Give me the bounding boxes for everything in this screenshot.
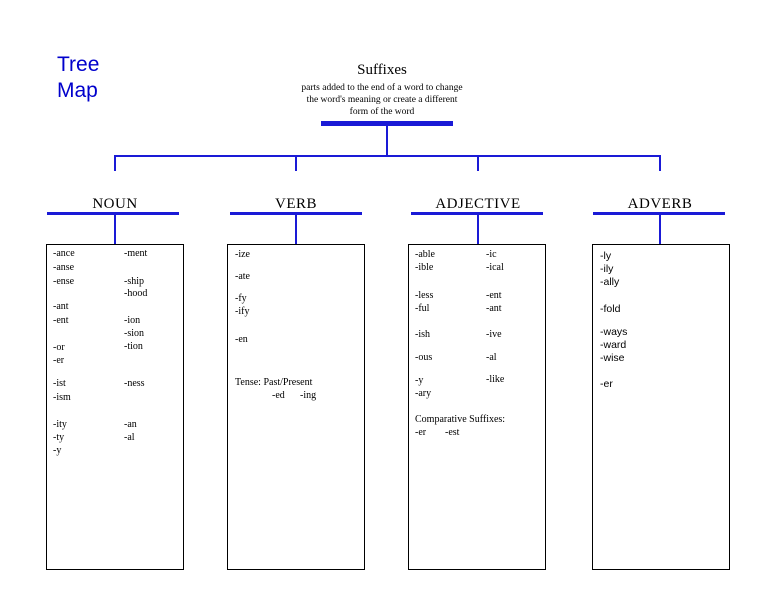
noun-suffix: -sion	[124, 328, 144, 339]
verb-suffix: -fy	[235, 293, 247, 304]
adverb-suffix: -ward	[600, 339, 627, 351]
adjective-suffix: -ic	[486, 249, 497, 260]
adjective-suffix: -est	[445, 427, 460, 438]
root-node-label: Suffixes	[357, 62, 407, 78]
root-node-description	[280, 82, 484, 118]
adjective-drop-line	[477, 155, 479, 171]
noun-label: NOUN	[92, 196, 138, 212]
noun-suffix: -ant	[53, 301, 69, 312]
adverb-label: ADVERB	[627, 196, 693, 212]
noun-suffix: -y	[53, 445, 62, 456]
verb-suffix: -ing	[300, 390, 317, 401]
adverb-drop-line	[659, 155, 661, 171]
noun-suffix: -ist	[53, 378, 66, 389]
verb-suffix: -ate	[235, 271, 250, 282]
noun-suffix: -ion	[124, 315, 141, 326]
verb-drop-line	[295, 155, 297, 171]
verb-suffix: -en	[235, 334, 248, 345]
adverb-box	[592, 244, 730, 570]
noun-suffix: -an	[124, 419, 137, 430]
adverb-suffix: -ally	[600, 276, 620, 288]
noun-suffix: -ism	[53, 392, 71, 403]
adjective-suffix: -ible	[415, 262, 434, 273]
noun-drop-line	[114, 155, 116, 171]
adjective-suffix: -ful	[415, 303, 430, 314]
noun-suffix: -ty	[53, 432, 65, 443]
noun-stem	[114, 214, 116, 244]
noun-suffix: -tion	[124, 341, 143, 352]
adverb-suffix: -er	[600, 378, 613, 390]
noun-suffix: -hood	[124, 288, 148, 299]
root-description-line: parts added to the end of a word to change	[301, 83, 463, 93]
noun-suffix: -er	[53, 355, 65, 366]
adjective-suffix: -less	[415, 290, 434, 301]
page-title-line-1: Tree	[57, 53, 100, 76]
adverb-stem	[659, 214, 661, 244]
page-title-line-2: Map	[57, 79, 98, 102]
verb-suffix: -ify	[235, 306, 250, 317]
verb-label: VERB	[274, 196, 317, 212]
root-connector	[386, 124, 388, 156]
adjective-suffix: -ish	[415, 329, 430, 340]
branch-horizontal-line	[114, 155, 661, 157]
noun-suffix: -anse	[53, 262, 75, 273]
comparative-suffixes-label: Comparative Suffixes:	[415, 414, 506, 425]
verb-tense-label: Tense: Past/Present	[235, 377, 313, 388]
adverb-suffix: -ways	[600, 326, 628, 338]
noun-suffix: -al	[124, 432, 135, 443]
adjective-suffix: -like	[486, 374, 505, 385]
page-title	[57, 52, 99, 104]
adjective-suffix: -ive	[486, 329, 502, 340]
verb-stem	[295, 214, 297, 244]
noun-suffix: -ent	[53, 315, 69, 326]
adverb-suffix: -ily	[600, 263, 614, 275]
adjective-suffix: -ant	[486, 303, 502, 314]
adjective-suffix: -y	[415, 375, 424, 386]
root-description-line: the word's meaning or create a different	[306, 95, 458, 105]
noun-suffix: -ance	[53, 248, 75, 259]
adjective-suffix: -ary	[415, 388, 432, 399]
noun-suffix: -ment	[124, 248, 148, 259]
adverb-suffix: -fold	[600, 303, 621, 315]
adjective-suffix: -ent	[486, 290, 502, 301]
verb-suffix: -ed	[272, 390, 285, 401]
noun-suffix: -ense	[53, 276, 75, 287]
adjective-suffix: -ical	[486, 262, 504, 273]
adjective-stem	[477, 214, 479, 244]
adjective-suffix: -er	[415, 427, 427, 438]
adjective-suffix: -able	[415, 249, 435, 260]
adjective-label: ADJECTIVE	[435, 196, 521, 212]
noun-suffix: -ity	[53, 419, 67, 430]
verb-box	[227, 244, 365, 570]
noun-suffix: -ness	[124, 378, 145, 389]
noun-suffix: -ship	[124, 276, 144, 287]
noun-underline	[47, 212, 179, 215]
root-description-line: form of the word	[349, 107, 415, 117]
noun-box	[46, 244, 184, 570]
adjective-suffix: -al	[486, 352, 497, 363]
adverb-suffix: -ly	[600, 250, 612, 262]
adjective-suffix: -ous	[415, 352, 433, 363]
adverb-suffix: -wise	[600, 352, 625, 364]
verb-suffix: -ize	[235, 249, 250, 260]
noun-suffix: -or	[53, 342, 65, 353]
